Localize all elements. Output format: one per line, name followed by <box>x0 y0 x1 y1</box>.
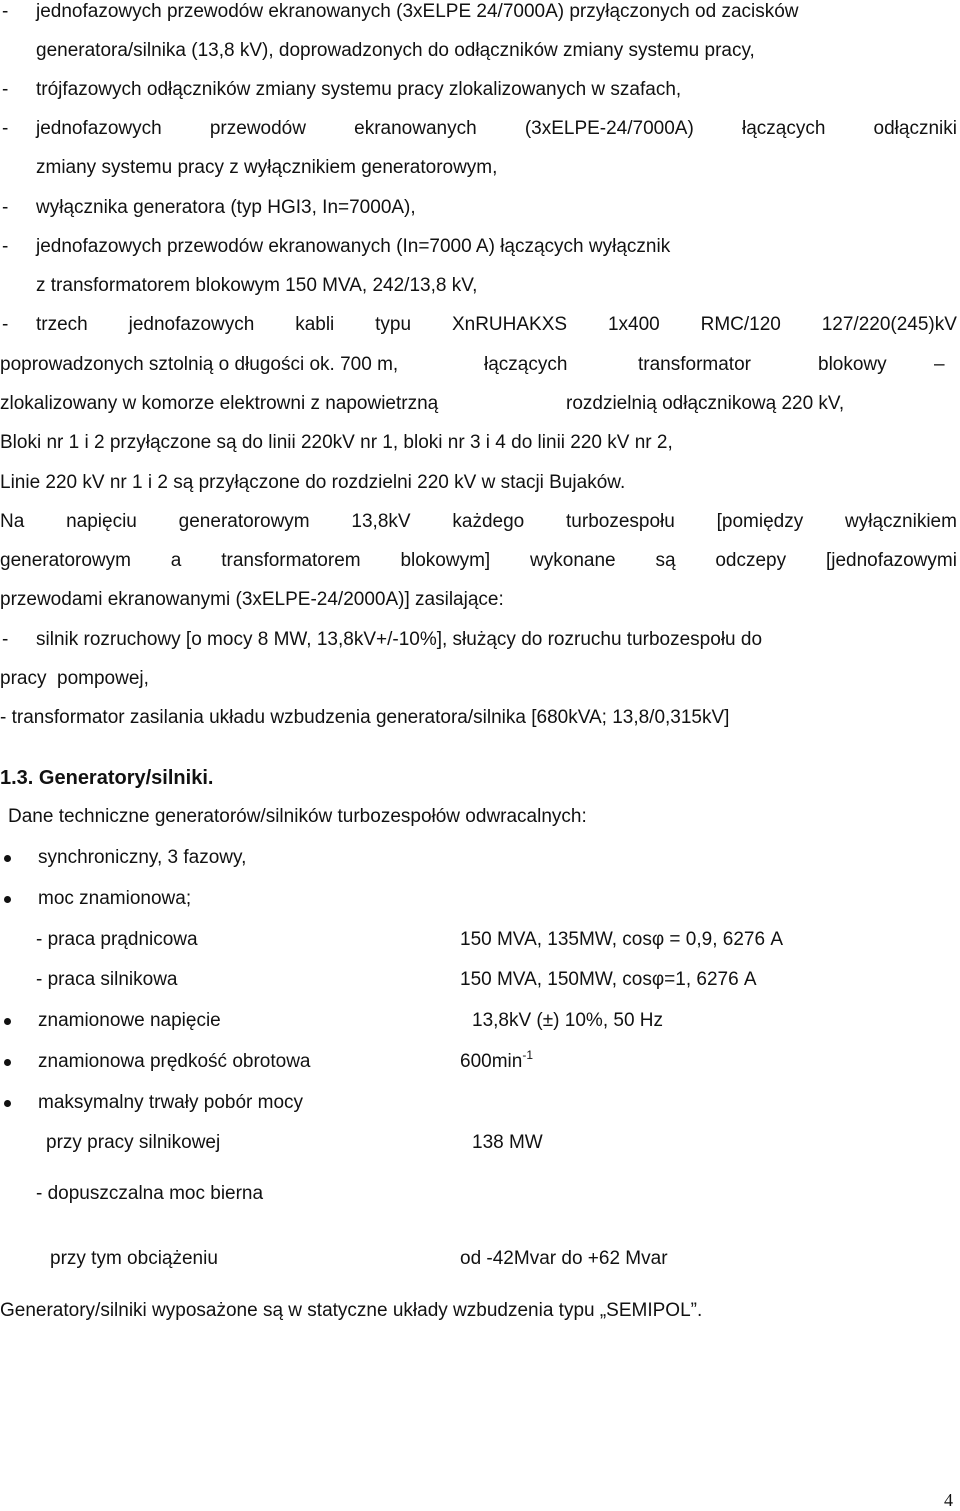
word: XnRUHAKXS <box>451 314 568 335</box>
word: są <box>655 550 676 571</box>
text-line: Bloki nr 1 i 2 przyłączone są do linii 220kV nr 1, bloki nr 3 i 4 do linii 220 kV nr 2, <box>0 432 673 453</box>
text-line-justified <box>0 512 957 531</box>
spec-label: przy pracy silnikowej <box>46 1132 221 1153</box>
bullet-icon <box>4 1018 11 1025</box>
text-line: trójfazowych odłączników zmiany systemu pracy zlokalizowanych w szafach, <box>36 79 682 100</box>
text-line: generatora/silnika (13,8 kV), doprowadzonych do odłączników zmiany systemu pracy, <box>36 40 755 61</box>
list-dash: - <box>2 236 9 257</box>
text-fragment: – <box>934 354 945 375</box>
word: Na <box>0 511 25 532</box>
text-line: z transformatorem blokowym 150 MVA, 242/13,8 kV, <box>36 275 478 296</box>
text-line-justified <box>36 119 957 138</box>
word: łączących <box>741 118 826 139</box>
bullet-icon <box>4 1059 11 1066</box>
word: [jednofazowymi <box>825 550 957 571</box>
spec-value-exponent: -1 <box>522 1048 533 1062</box>
text-line: silnik rozruchowy [o mocy 8 MW, 13,8kV+/-10%], służący do rozruchu turbozespołu do <box>36 629 763 650</box>
word: transformatorem <box>221 550 361 571</box>
list-dash: - <box>2 314 9 335</box>
text-line: zlokalizowany w komorze elektrowni z napowietrzną <box>0 393 439 414</box>
spec-label: - praca silnikowa <box>36 969 178 990</box>
page-number: 4 <box>944 1490 953 1510</box>
word: RMC/120 <box>700 314 781 335</box>
bullet-icon <box>4 1100 11 1107</box>
word: wykonane <box>530 550 616 571</box>
text-line-justified <box>0 551 957 570</box>
text-fragment: transformator <box>638 354 751 375</box>
spec-label: maksymalny trwały pobór mocy <box>38 1092 304 1113</box>
spec-value: 150 MVA, 150MW, cosφ=1, 6276 A <box>460 969 757 990</box>
list-dash: - <box>2 79 9 100</box>
text-fragment: blokowy <box>818 354 887 375</box>
text-line: przewodami ekranowanymi (3xELPE-24/2000A)] zasilające: <box>0 589 504 610</box>
word: jednofazowych <box>36 118 162 139</box>
word: kabli <box>295 314 335 335</box>
word: blokowym] <box>400 550 491 571</box>
word: 127/220(245)kV <box>821 314 957 335</box>
spec-value: 13,8kV (±) 10%, 50 Hz <box>472 1010 664 1031</box>
word: generatorowym <box>178 511 310 532</box>
section-heading: 1.3. Generatory/silniki. <box>0 767 214 789</box>
word: 13,8kV <box>351 511 411 532</box>
text-line: - transformator zasilania układu wzbudzenia generatora/silnika [680kVA; 13,8/0,315kV] <box>0 707 730 728</box>
text-fragment: rozdzielnią odłącznikową 220 kV, <box>566 393 845 414</box>
word: ekranowanych <box>354 118 477 139</box>
bullet-icon <box>4 896 11 903</box>
list-dash: - <box>2 629 9 650</box>
text-line: Linie 220 kV nr 1 i 2 są przyłączone do rozdzielni 220 kV w stacji Bujaków. <box>0 472 626 493</box>
spec-label: synchroniczny, 3 fazowy, <box>38 847 247 868</box>
word: (3xELPE-24/7000A) <box>524 118 694 139</box>
text-line: wyłącznika generatora (typ HGI3, In=7000A), <box>36 197 416 218</box>
text-line: pracy pompowej, <box>0 668 149 689</box>
word: [pomiędzy <box>716 511 804 532</box>
spec-label: znamionowa prędkość obrotowa <box>38 1051 311 1072</box>
spec-label: - dopuszczalna moc bierna <box>36 1183 264 1204</box>
spec-label: przy tym obciążeniu <box>50 1248 218 1269</box>
spec-label: znamionowe napięcie <box>38 1010 221 1031</box>
word: przewodów <box>209 118 306 139</box>
list-dash: - <box>2 1 9 22</box>
spec-value: od -42Mvar do +62 Mvar <box>460 1248 668 1269</box>
list-dash: - <box>2 197 9 218</box>
word: typu <box>375 314 412 335</box>
list-dash: - <box>2 118 9 139</box>
word: odczepy <box>715 550 787 571</box>
word: każdego <box>452 511 525 532</box>
spec-value: 138 MW <box>472 1132 543 1153</box>
text-fragment: łączących <box>484 354 568 375</box>
text-line: poprowadzonych sztolnią o długości ok. 700 m, <box>0 354 399 375</box>
spec-value <box>460 1048 533 1072</box>
word: turbozespołu <box>566 511 675 532</box>
word: odłączniki <box>873 118 957 139</box>
bullet-icon <box>4 855 11 862</box>
section-intro: Dane techniczne generatorów/silników turbozespołów odwracalnych: <box>8 806 587 827</box>
word: wyłącznikiem <box>845 511 957 532</box>
spec-value-main: 600min <box>460 1051 523 1072</box>
text-line: jednofazowych przewodów ekranowanych (In=7000 A) łączących wyłącznik <box>36 236 671 257</box>
word: 1x400 <box>607 314 660 335</box>
text-line: zmiany systemu pracy z wyłącznikiem generatorowym, <box>36 157 498 178</box>
word: jednofazowych <box>128 314 255 335</box>
spec-label: - praca prądnicowa <box>36 929 198 950</box>
text-line: jednofazowych przewodów ekranowanych (3xELPE 24/7000A) przyłączonych od zacisków <box>36 1 799 22</box>
text-line-justified <box>36 315 957 334</box>
word: trzech <box>36 314 88 335</box>
word: napięciu <box>66 511 137 532</box>
spec-value: 150 MVA, 135MW, cosφ = 0,9, 6276 A <box>460 929 783 950</box>
spec-label: moc znamionowa; <box>38 888 192 909</box>
closing-paragraph: Generatory/silniki wyposażone są w statyczne układy wzbudzenia typu „SEMIPOL”. <box>0 1300 703 1321</box>
word: generatorowym <box>0 550 131 571</box>
word: a <box>170 550 182 571</box>
